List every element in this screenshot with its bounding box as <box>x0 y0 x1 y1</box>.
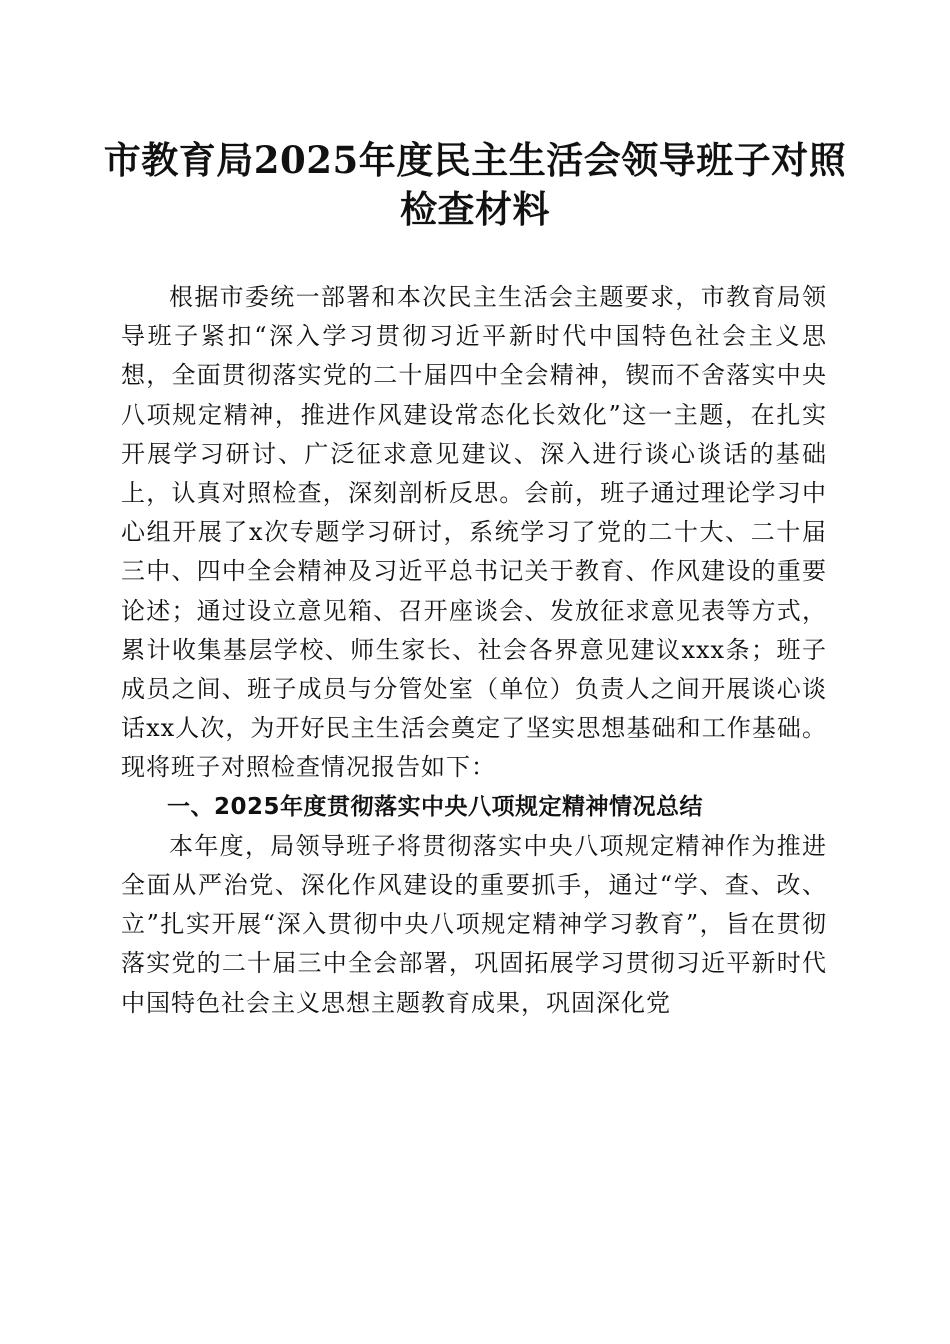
section-1-heading: 一、2025年度贯彻落实中央八项规定精神情况总结 <box>167 793 704 820</box>
intro-paragraph: 根据市委统一部署和本次民主生活会主题要求，市教育局领导班子紧扣“深入学习贯彻习近平新时代中国特色社会主义思想，全面贯彻落实党的二十届四中全会精神，锲而不舍落实中央八项规定精神，推进作风建设常态化长效化”这一主题，在扎实开展学习研讨、广泛征求意见建议、深入进行谈心谈话的基础上，认真对照检查，深刻剖析反思。会前，班子通过理论学习中心组开展了x次专题学习研讨，系统学习了党的二十大、二十届三中、四中全会精神及习近平总书记关于教育、作风建设的重要论述；通过设立意见箱、召开座谈会、发放征求意见表等方式，累计收集基层学校、师生家长、社会各界意见建议xxx条；班子成员之间、班子成员与分管处室（单位）负责人之间开展谈心谈话xx人次，为开好民主生活会奠定了坚实思想基础和工作基础。现将班子对照检查情况报告如下： <box>121 283 827 782</box>
document-body <box>121 278 827 1023</box>
section-1-paragraph: 本年度，局领导班子将贯彻落实中央八项规定精神作为推进全面从严治党、深化作风建设的重要抓手，通过“学、查、改、立”扎实开展“深入贯彻中央八项规定精神学习教育”，旨在贯彻落实党的二十届三中全会部署，巩固拓展学习贯彻习近平新时代中国特色社会主义思想主题教育成果，巩固深化党 <box>121 831 827 1017</box>
document-title: 市教育局2025年度民主生活会领导班子对照检查材料 <box>103 138 847 231</box>
